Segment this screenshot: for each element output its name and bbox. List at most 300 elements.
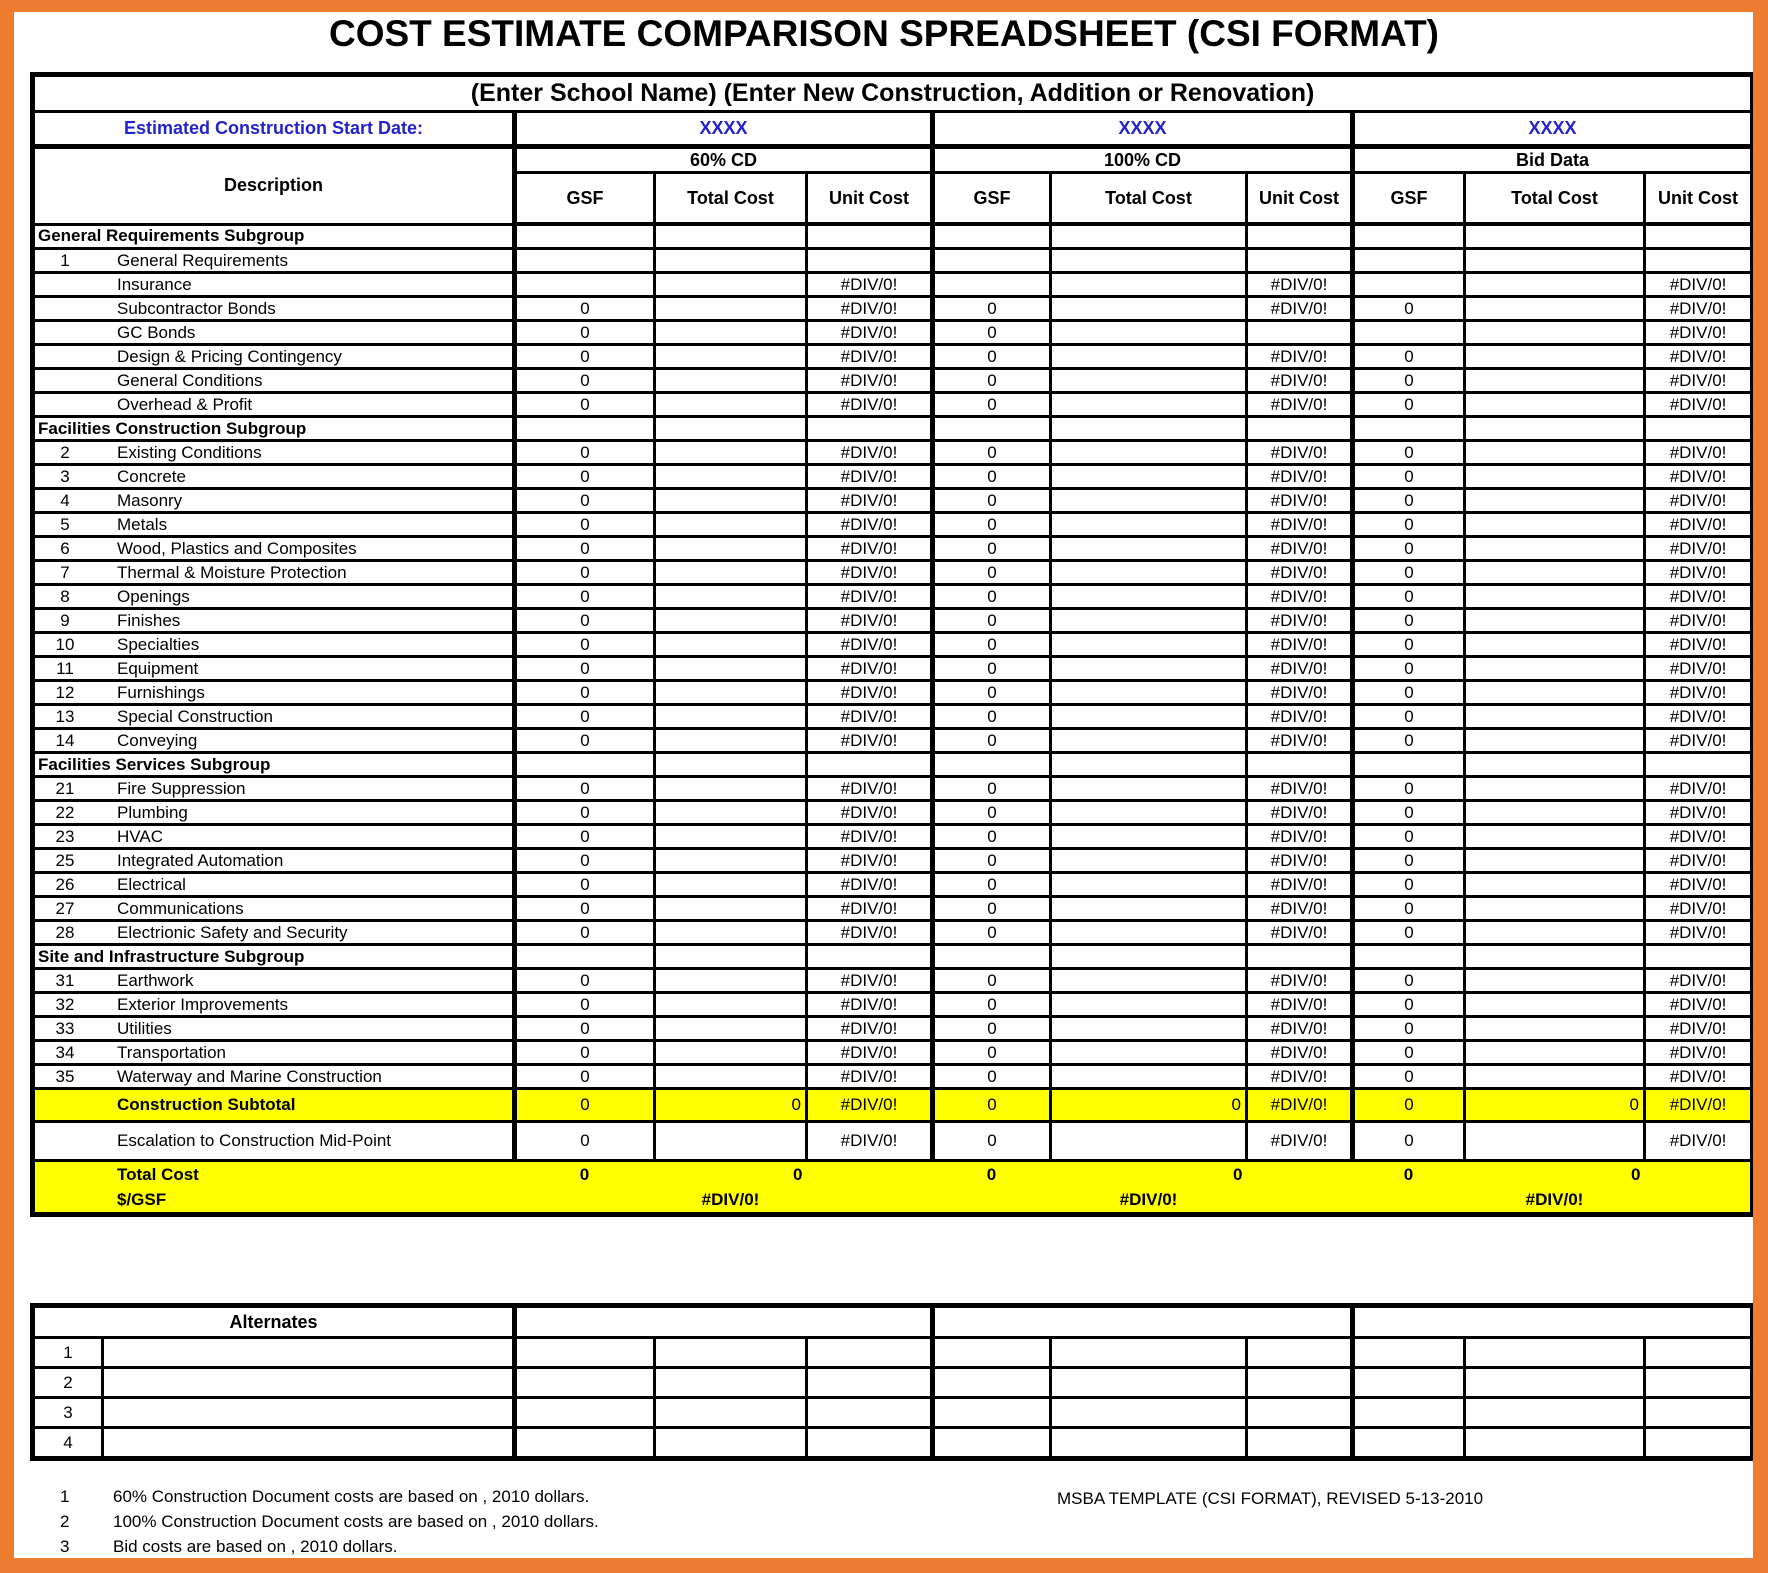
cell-unit-cost-2: #DIV/0!: [1247, 969, 1353, 993]
cell-gsf-1: 0: [515, 969, 655, 993]
cell-total-cost-1: [655, 249, 807, 273]
cell-gsf-1: 0: [515, 393, 655, 417]
cell-unit-cost-1: #DIV/0!: [807, 321, 933, 345]
cell-total-cost-2: [1051, 345, 1247, 369]
cell-unit-cost-2: [1247, 249, 1353, 273]
cell-unit-cost-3: #DIV/0!: [1645, 825, 1753, 849]
cell-unit-cost-1: #DIV/0!: [807, 801, 933, 825]
cell-total-cost-3: [1465, 585, 1645, 609]
cell-gsf-1: 0: [515, 369, 655, 393]
cell-total-cost-3: [1465, 801, 1645, 825]
cell-unit-cost-3: #DIV/0!: [1645, 345, 1753, 369]
row-number: 12: [55, 682, 75, 702]
alternate-description-cell: [103, 1428, 515, 1459]
cell-total-cost-1: [655, 897, 807, 921]
table-row: [33, 777, 1753, 801]
cell-gsf-2: 0: [933, 921, 1051, 945]
row-number: 5: [60, 514, 70, 534]
cell-gsf-1: 0: [515, 441, 655, 465]
cell-gsf-3: 0: [1353, 1041, 1465, 1065]
cell-gsf-2: 0: [933, 897, 1051, 921]
total-cost-label: Total Cost: [117, 1164, 199, 1184]
cell-total-cost-3: 0: [1465, 1161, 1645, 1188]
cell-gsf-2: 0: [933, 609, 1051, 633]
row-number: 25: [55, 850, 75, 870]
cell-unit-cost-2: #DIV/0!: [1247, 393, 1353, 417]
cell-total-cost-2: [1051, 801, 1247, 825]
description-cell: [33, 729, 515, 753]
cell-unit-cost-1: [807, 417, 933, 441]
group-header-60cd: 60% CD: [515, 147, 933, 173]
cell-gsf-3: 0: [1353, 1065, 1465, 1089]
row-number: 13: [55, 706, 75, 726]
row-number: 4: [60, 490, 70, 510]
description-cell: Site and Infrastructure Subgroup: [33, 945, 515, 969]
cell-total-cost-3: [1465, 345, 1645, 369]
cell-unit-cost-3: #DIV/0!: [1645, 585, 1753, 609]
cell-unit-cost-2: #DIV/0!: [1247, 1041, 1353, 1065]
cell-gsf-2: 0: [933, 657, 1051, 681]
cell-gsf-1: 0: [515, 537, 655, 561]
alternate-value-cell: [1465, 1428, 1645, 1459]
cell-total-cost-3: [1465, 224, 1645, 249]
description-cell: [33, 609, 515, 633]
cell-gsf-1: 0: [515, 297, 655, 321]
alternate-row-number: 4: [33, 1428, 103, 1459]
cell-gsf-2: 0: [933, 369, 1051, 393]
cell-unit-cost-3: #DIV/0!: [1645, 849, 1753, 873]
col-header-gsf: GSF: [933, 173, 1051, 225]
cell-total-cost-3: 0: [1465, 1089, 1645, 1122]
cell-total-cost-3: [1465, 873, 1645, 897]
row-label: Exterior Improvements: [117, 994, 288, 1014]
cell-total-cost-2: [1051, 657, 1247, 681]
cell-unit-cost-1: #DIV/0!: [807, 729, 933, 753]
cell-unit-cost-1: #DIV/0!: [807, 297, 933, 321]
cell-total-cost-1: [655, 224, 807, 249]
subgroup-row: [33, 753, 1753, 777]
cell-unit-cost-2: #DIV/0!: [1247, 1089, 1353, 1122]
row-label: Communications: [117, 898, 244, 918]
cell-unit-cost-2: #DIV/0!: [1247, 585, 1353, 609]
cell-total-cost-2: [1051, 224, 1247, 249]
cell-total-cost-3: [1465, 297, 1645, 321]
col-header-gsf: GSF: [1353, 173, 1465, 225]
cell-unit-cost-2: #DIV/0!: [1247, 705, 1353, 729]
cell-total-cost-2: [1051, 825, 1247, 849]
row-label: Thermal & Moisture Protection: [117, 562, 347, 582]
cell-total-cost-3: [1465, 657, 1645, 681]
cell-gsf-3: 0: [1353, 921, 1465, 945]
cell-unit-cost-2: #DIV/0!: [1247, 561, 1353, 585]
table-row: [33, 273, 1753, 297]
cell-unit-cost-3: #DIV/0!: [1645, 1089, 1753, 1122]
cell-gsf-1: 0: [515, 921, 655, 945]
table-row: [33, 561, 1753, 585]
row-label: Furnishings: [117, 682, 205, 702]
row-number: 14: [55, 730, 75, 750]
subtitle-cell: (Enter School Name) (Enter New Construction, Addition or Renovation): [33, 75, 1753, 112]
alternate-value-cell: [515, 1368, 655, 1398]
cell-gsf-1: [515, 249, 655, 273]
alternate-value-cell: [1051, 1338, 1247, 1368]
row-number: 6: [60, 538, 70, 558]
description-cell: [33, 537, 515, 561]
row-label: Existing Conditions: [117, 442, 262, 462]
alternate-value-cell: [807, 1398, 933, 1428]
cell-total-cost-3: [1465, 513, 1645, 537]
cell-unit-cost-2: #DIV/0!: [1247, 513, 1353, 537]
cell-unit-cost-3: #DIV/0!: [1645, 969, 1753, 993]
cell-total-cost-3: [1465, 897, 1645, 921]
cell-total-cost-2: [1051, 321, 1247, 345]
cell-gsf-3: 0: [1353, 993, 1465, 1017]
row-number: 1: [60, 250, 70, 270]
row-label: Equipment: [117, 658, 199, 678]
cell-gsf-3: 0: [1353, 849, 1465, 873]
cell-gsf-3: 0: [1353, 513, 1465, 537]
cell-unit-cost-2: #DIV/0!: [1247, 297, 1353, 321]
cell-gsf-2: [933, 417, 1051, 441]
col-header-total-cost: Total Cost: [1051, 173, 1247, 225]
cell-gsf-2: 0: [933, 849, 1051, 873]
cell-gsf-3: [1353, 249, 1465, 273]
cell-gsf-3: 0: [1353, 681, 1465, 705]
cell-total-cost-2: [1051, 417, 1247, 441]
table-row: [33, 513, 1753, 537]
cell-total-cost-1: [655, 1017, 807, 1041]
description-cell: [33, 657, 515, 681]
description-cell: [33, 1041, 515, 1065]
cell-unit-cost-2: #DIV/0!: [1247, 801, 1353, 825]
table-row: [33, 657, 1753, 681]
cell-unit-cost-3: #DIV/0!: [1645, 873, 1753, 897]
main-table-body: [33, 224, 1753, 1161]
footnote-number: 1: [60, 1487, 70, 1506]
table-row: [33, 1065, 1753, 1089]
cell-unit-cost-2: #DIV/0!: [1247, 345, 1353, 369]
row-label: Special Construction: [117, 706, 273, 726]
cell-unit-cost-2: #DIV/0!: [1247, 369, 1353, 393]
gsf-ratio-label-cell: [33, 1187, 515, 1215]
row-label: General Requirements: [117, 250, 289, 270]
cell-gsf-3: 0: [1353, 1089, 1465, 1122]
cell-gsf-2: 0: [933, 801, 1051, 825]
row-label: Waterway and Marine Construction: [117, 1066, 382, 1086]
cell-total-cost-2: [1051, 249, 1247, 273]
row-label: Utilities: [117, 1018, 172, 1038]
alternates-group-cell: [515, 1306, 933, 1338]
description-cell: Facilities Services Subgroup: [33, 753, 515, 777]
row-label: Transportation: [117, 1042, 226, 1062]
cell-total-cost-3: [1465, 321, 1645, 345]
alternate-value-cell: [515, 1398, 655, 1428]
cell-unit-cost-2: [1247, 224, 1353, 249]
cell-total-cost-1: [655, 609, 807, 633]
cell-total-cost-1: [655, 513, 807, 537]
cell-gsf-2: 0: [933, 1041, 1051, 1065]
cell-total-cost-1: [655, 1065, 807, 1089]
description-cell: [33, 513, 515, 537]
alternate-row-number: 1: [33, 1338, 103, 1368]
cell-gsf-2: 0: [933, 585, 1051, 609]
table-row: [33, 729, 1753, 753]
cell-total-cost-1: [655, 369, 807, 393]
description-cell: [33, 633, 515, 657]
cell-gsf-1: 0: [515, 705, 655, 729]
cell-gsf-1: 0: [515, 681, 655, 705]
row-number: 9: [60, 610, 70, 630]
cell-unit-cost-3: #DIV/0!: [1645, 441, 1753, 465]
cell-gsf-3: 0: [1353, 537, 1465, 561]
cell-unit-cost-1: [807, 224, 933, 249]
cell-gsf-2: 0: [933, 321, 1051, 345]
cell-unit-cost-1: #DIV/0!: [807, 897, 933, 921]
cell-total-cost-3: [1465, 465, 1645, 489]
cell-gsf-1: 0: [515, 825, 655, 849]
cell-total-cost-2: [1051, 1122, 1247, 1161]
cell-unit-cost-1: #DIV/0!: [807, 921, 933, 945]
cell-gsf-2: 0: [933, 969, 1051, 993]
row-number: 31: [55, 970, 75, 990]
cell-unit-cost-1: #DIV/0!: [807, 1122, 933, 1161]
cell-total-cost-3: [1465, 1041, 1645, 1065]
cell-unit-cost-3: #DIV/0!: [1645, 1041, 1753, 1065]
cell-unit-cost-3: #DIV/0!: [1645, 537, 1753, 561]
cell-gsf-3: 0: [1353, 969, 1465, 993]
table-row: [33, 249, 1753, 273]
cell-unit-cost-3: #DIV/0!: [1645, 681, 1753, 705]
cell-total-cost-1: [655, 1122, 807, 1161]
alternate-value-cell: [655, 1428, 807, 1459]
footnote: [60, 1484, 599, 1509]
subgroup-row: [33, 945, 1753, 969]
cell-total-cost-1: [655, 705, 807, 729]
alternate-value-cell: [1353, 1398, 1465, 1428]
alternate-value-cell: [933, 1338, 1051, 1368]
cell-total-cost-3: [1465, 393, 1645, 417]
alternate-value-cell: [933, 1368, 1051, 1398]
cell-total-cost-2: [1051, 1041, 1247, 1065]
cell-unit-cost-3: #DIV/0!: [1645, 993, 1753, 1017]
cell-gsf-3: 0: [1353, 1122, 1465, 1161]
alternates-row: [33, 1368, 1753, 1398]
cell-total-cost-1: [655, 825, 807, 849]
cell-total-cost-2: [1051, 849, 1247, 873]
cell-total-cost-1: [655, 753, 807, 777]
cell-unit-cost-2: #DIV/0!: [1247, 777, 1353, 801]
cell-gsf-3: 0: [1353, 369, 1465, 393]
total-cost-row: [33, 1161, 1753, 1188]
cell-unit-cost-2: #DIV/0!: [1247, 873, 1353, 897]
cell-gsf-1: [515, 224, 655, 249]
row-number: 28: [55, 922, 75, 942]
cell-gsf-3: [1353, 273, 1465, 297]
date-row: [33, 112, 1753, 147]
cell-gsf-3: 0: [1353, 633, 1465, 657]
cell-unit-cost-2: #DIV/0!: [1247, 489, 1353, 513]
cell-gsf-3: 0: [1353, 897, 1465, 921]
cell-gsf-3: 0: [1353, 297, 1465, 321]
row-label: Overhead & Profit: [117, 394, 253, 414]
cell-total-cost-2: 0: [1051, 1161, 1247, 1188]
cell-total-cost-1: [655, 585, 807, 609]
alternate-value-cell: [1247, 1338, 1353, 1368]
cell-gsf-1: 0: [515, 657, 655, 681]
cell-unit-cost-1: #DIV/0!: [807, 561, 933, 585]
col-header-unit-cost: Unit Cost: [1247, 173, 1353, 225]
cell-total-cost-2: [1051, 297, 1247, 321]
cell-gsf-1: [515, 273, 655, 297]
alternate-description-cell: [103, 1338, 515, 1368]
cell-unit-cost-2: #DIV/0!: [1247, 1065, 1353, 1089]
cell-unit-cost-1: #DIV/0!: [807, 1065, 933, 1089]
description-cell: [33, 777, 515, 801]
cell-total-cost-1: [655, 345, 807, 369]
row-label: Construction Subtotal: [117, 1095, 296, 1114]
main-table-totals: [33, 1161, 1753, 1215]
alternate-value-cell: [1051, 1428, 1247, 1459]
cell-total-cost-1: [655, 417, 807, 441]
cell-unit-cost-3: #DIV/0!: [1645, 321, 1753, 345]
cell-unit-cost-2: #DIV/0!: [1247, 1122, 1353, 1161]
cell-unit-cost-2: #DIV/0!: [1247, 681, 1353, 705]
alternate-value-cell: [1645, 1368, 1753, 1398]
group-header-bid: Bid Data: [1353, 147, 1753, 173]
table-row: [33, 489, 1753, 513]
cell-gsf-3: [1353, 224, 1465, 249]
cell-total-cost-2: [1051, 393, 1247, 417]
table-row: [33, 849, 1753, 873]
cell-unit-cost-3: #DIV/0!: [1645, 705, 1753, 729]
subgroup-row: [33, 417, 1753, 441]
alternates-row: [33, 1338, 1753, 1368]
cell-gsf-3: [1353, 417, 1465, 441]
cell-unit-cost-2: #DIV/0!: [1247, 657, 1353, 681]
cell-gsf-2: 0: [933, 1065, 1051, 1089]
cell-total-cost-1: [655, 297, 807, 321]
cell-total-cost-1: [655, 657, 807, 681]
cell-gsf-2: 0: [933, 1017, 1051, 1041]
alternates-body: [33, 1338, 1753, 1459]
col-header-unit-cost: Unit Cost: [807, 173, 933, 225]
description-cell: [33, 825, 515, 849]
cell-gsf-1: 0: [515, 1017, 655, 1041]
cell-unit-cost-1: #DIV/0!: [807, 1089, 933, 1122]
cell-unit-cost-1: #DIV/0!: [807, 1017, 933, 1041]
cell-total-cost-2: [1051, 273, 1247, 297]
revision-note: MSBA TEMPLATE (CSI FORMAT), REVISED 5-13-2010: [1057, 1489, 1484, 1508]
cell-total-cost-3: [1465, 561, 1645, 585]
cell-total-cost-1: [655, 849, 807, 873]
cell-total-cost-2: [1051, 585, 1247, 609]
description-cell: [33, 681, 515, 705]
cell-unit-cost-2: #DIV/0!: [1247, 921, 1353, 945]
cell-gsf-3: 0: [1353, 801, 1465, 825]
alternates-title-cell: Alternates: [33, 1306, 515, 1338]
cell-total-cost-3: [1465, 993, 1645, 1017]
row-label: Openings: [117, 586, 190, 606]
row-number: 35: [55, 1066, 75, 1086]
row-label: Wood, Plastics and Composites: [117, 538, 357, 558]
cell-gsf-1: 0: [515, 777, 655, 801]
cell-total-cost-2: [1051, 873, 1247, 897]
cell-unit-cost-1: [807, 1161, 933, 1188]
cell-gsf-2: [933, 249, 1051, 273]
cell-total-cost-3: [1465, 417, 1645, 441]
cell-gsf-3: 0: [1353, 585, 1465, 609]
alternates-row: [33, 1398, 1753, 1428]
cell-unit-cost-3: #DIV/0!: [1645, 393, 1753, 417]
page-title: COST ESTIMATE COMPARISON SPREADSHEET (CSI FORMAT): [328, 13, 1440, 54]
cell-total-cost-2: [1051, 369, 1247, 393]
cell-unit-cost-3: #DIV/0!: [1645, 657, 1753, 681]
cell-total-cost-3: [1465, 777, 1645, 801]
cell-gsf-1: 0: [515, 321, 655, 345]
cell-gsf-1: 0: [515, 513, 655, 537]
cell-total-cost-1: [655, 921, 807, 945]
cell-gsf-1: 0: [515, 585, 655, 609]
row-label: Concrete: [117, 466, 186, 486]
cell-gsf-2: 0: [933, 537, 1051, 561]
alternate-description-cell: [103, 1398, 515, 1428]
cell-gsf-3: 0: [1353, 777, 1465, 801]
alternate-value-cell: [1247, 1398, 1353, 1428]
cell-gsf-1: [515, 417, 655, 441]
cell-total-cost-1: [655, 441, 807, 465]
row-number: 11: [56, 658, 74, 678]
cell-unit-cost-3: [1645, 945, 1753, 969]
cell-unit-cost-1: #DIV/0!: [807, 489, 933, 513]
cell-unit-cost-1: [807, 753, 933, 777]
row-label: Electrical: [117, 874, 186, 894]
row-label: HVAC: [117, 826, 163, 846]
cell-gsf-2: 0: [933, 1089, 1051, 1122]
row-number: 21: [55, 778, 75, 798]
description-cell: [33, 249, 515, 273]
description-cell: [33, 969, 515, 993]
alternate-value-cell: [1247, 1428, 1353, 1459]
cell-total-cost-1: [655, 633, 807, 657]
alternate-value-cell: [1465, 1338, 1645, 1368]
description-cell: [33, 297, 515, 321]
cell-gsf-2: 0: [933, 633, 1051, 657]
cell-gsf-3: 0: [1353, 489, 1465, 513]
alternate-value-cell: [1247, 1368, 1353, 1398]
row-number: 7: [60, 562, 70, 582]
cell-unit-cost-1: #DIV/0!: [807, 849, 933, 873]
alternate-row-number: 2: [33, 1368, 103, 1398]
alternate-description-cell: [103, 1368, 515, 1398]
date-value-cell: XXXX: [1353, 112, 1753, 147]
description-cell: General Requirements Subgroup: [33, 224, 515, 249]
cell-unit-cost-2: #DIV/0!: [1247, 897, 1353, 921]
cell-total-cost-1: [655, 273, 807, 297]
row-label: Specialties: [117, 634, 200, 654]
alternate-value-cell: [807, 1368, 933, 1398]
row-number: 34: [55, 1042, 75, 1062]
alternates-row: [33, 1428, 1753, 1459]
cell-gsf-2: 0: [933, 873, 1051, 897]
description-cell: [33, 897, 515, 921]
row-label: Plumbing: [117, 802, 188, 822]
table-row: [33, 609, 1753, 633]
cell-unit-cost-2: #DIV/0!: [1247, 729, 1353, 753]
cell-total-cost-3: [1465, 705, 1645, 729]
cell-total-cost-3: [1465, 441, 1645, 465]
gsf-ratio-row: [33, 1187, 1753, 1215]
cell-total-cost-3: [1465, 681, 1645, 705]
